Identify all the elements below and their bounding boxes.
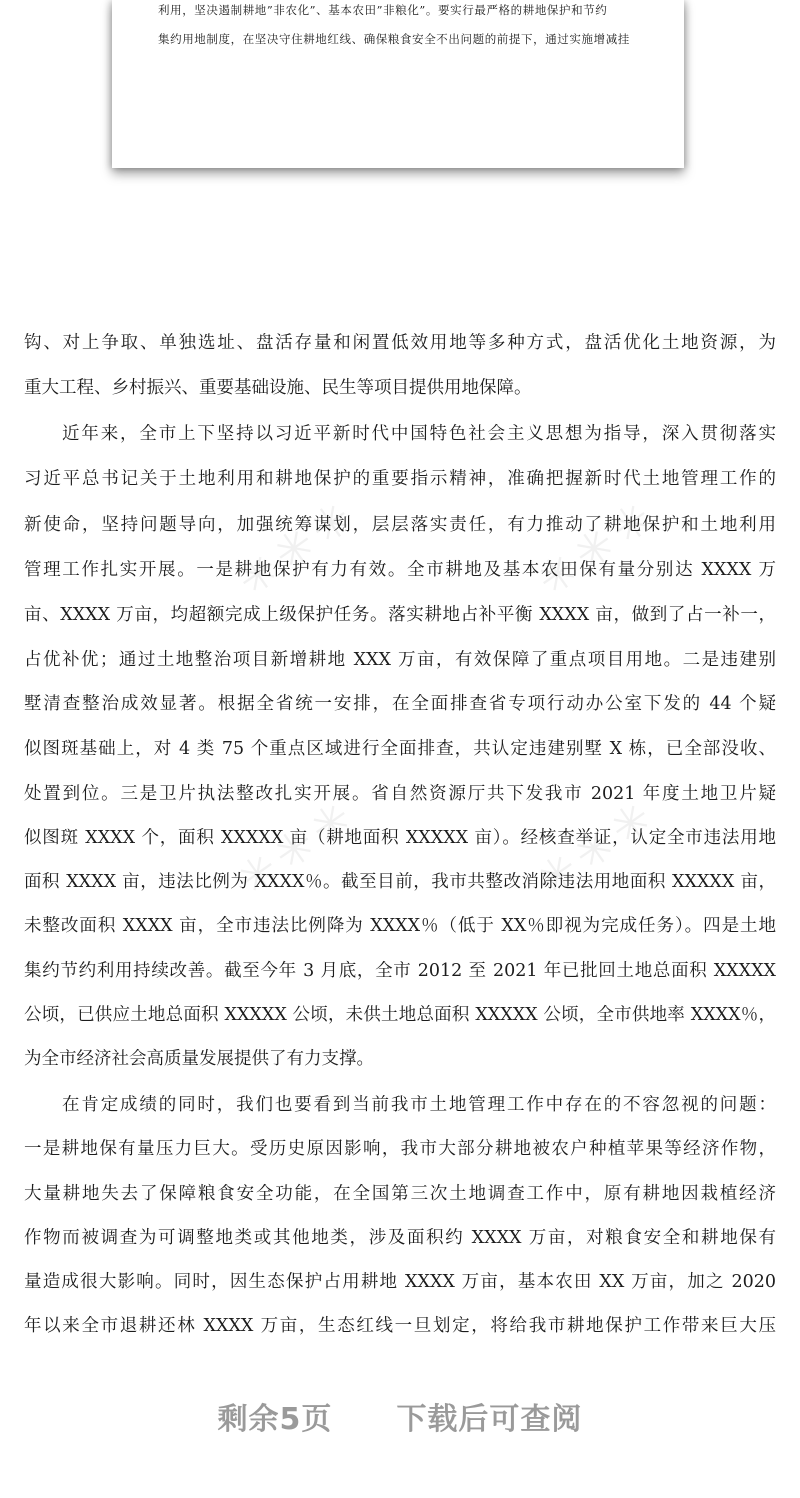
document-line: 墅清查整治成效显著。根据全省统一安排，在全面排查省专项行动办公室下发的 44 个疑 — [24, 694, 776, 714]
document-line: 重大工程、乡村振兴、重要基础设施、民生等项目提供用地保障。 — [24, 378, 532, 398]
download-prompt[interactable] — [0, 1394, 800, 1444]
document-line: 占优补优；通过土地整治项目新增耕地 XXX 万亩，有效保障了重点项目用地。二是违建别 — [24, 650, 776, 670]
document-line: 近年来，全市上下坚持以习近平新时代中国特色社会主义思想为指导，深入贯彻落实 — [62, 424, 776, 444]
document-line: 面积 XXXX 亩，违法比例为 XXXX％。截至目前，我市共整改消除违法用地面积 XXXXX 亩， — [24, 872, 776, 892]
watermark: ✳✳✳ — [526, 786, 668, 908]
preview-card-line: 利用，坚决遏制耕地”非农化”、基本农田”非粮化”。要实行最严格的耕地保护和节约 — [158, 3, 608, 17]
watermark: ✳✳✳ — [226, 786, 368, 908]
preview-card — [112, 0, 684, 168]
document-line: 一是耕地保有量压力巨大。受历史原因影响，我市大部分耕地被农户种植苹果等经济作物， — [24, 1139, 776, 1159]
document-line: 在肯定成绩的同时，我们也要看到当前我市土地管理工作中存在的不容忽视的问题： — [62, 1095, 776, 1115]
document-line: 为全市经济社会高质量发展提供了有力支撑。 — [24, 1049, 374, 1069]
watermark: ✳✳✳ — [526, 486, 668, 608]
document-line: 集约节约利用持续改善。截至今年 3 月底，全市 2012 至 2021 年已批回土地总面积 XXXXX — [24, 961, 776, 981]
document-line: 未整改面积 XXXX 亩，全市违法比例降为 XXXX％（低于 XX％即视为完成任务）。四是土地 — [24, 916, 776, 936]
document-line: 公顷，已供应土地总面积 XXXXX 公顷，未供土地总面积 XXXXX 公顷，全市供地率 XXXX％， — [24, 1005, 776, 1025]
document-line: 似图斑 XXXX 个，面积 XXXXX 亩（耕地面积 XXXXX 亩）。经核查举证，认定全市违法用地 — [24, 828, 776, 848]
document-line: 似图斑基础上，对 4 类 75 个重点区域进行全面排查，共认定违建别墅 X 栋，已全部没收、 — [24, 739, 776, 759]
document-line: 管理工作扎实开展。一是耕地保护有力有效。全市耕地及基本农田保有量分别达 XXXX 万 — [24, 560, 776, 580]
document-line: 习近平总书记关于土地利用和耕地保护的重要指示精神，准确把握新时代土地管理工作的 — [24, 469, 776, 489]
document-line: 年以来全市退耕还林 XXXX 万亩，生态红线一旦划定，将给我市耕地保护工作带来巨大压 — [24, 1316, 776, 1336]
document-line: 处置到位。三是卫片执法整改扎实开展。省自然资源厅共下发我市 2021 年度土地卫片疑 — [24, 784, 776, 804]
remaining-pages-label: 剩余5页 — [217, 1402, 333, 1437]
document-line: 新使命，坚持问题导向，加强统筹谋划，层层落实责任，有力推动了耕地保护和土地利用 — [24, 515, 776, 535]
document-line: 量造成很大影响。同时，因生态保护占用耕地 XXXX 万亩，基本农田 XX 万亩，加之 2020 — [24, 1272, 776, 1292]
document-line: 作物而被调查为可调整地类或其他地类，涉及面积约 XXXX 万亩，对粮食安全和耕地保有 — [24, 1228, 776, 1248]
document-line: 钩、对上争取、单独选址、盘活存量和闲置低效用地等多种方式，盘活优化土地资源，为 — [24, 333, 776, 353]
download-to-view-label[interactable]: 下载后可查阅 — [396, 1402, 583, 1437]
watermark: ✳✳✳ — [226, 486, 368, 608]
preview-card-line: 集约用地制度，在坚决守住耕地红线、确保粮食安全不出问题的前提下，通过实施增减挂 — [158, 32, 630, 46]
document-line: 大量耕地失去了保障粮食安全功能，在全国第三次土地调查工作中，原有耕地因栽植经济 — [24, 1184, 776, 1204]
document-line: 亩、XXXX 万亩，均超额完成上级保护任务。落实耕地占补平衡 XXXX 亩，做到了占一补一， — [24, 605, 776, 625]
